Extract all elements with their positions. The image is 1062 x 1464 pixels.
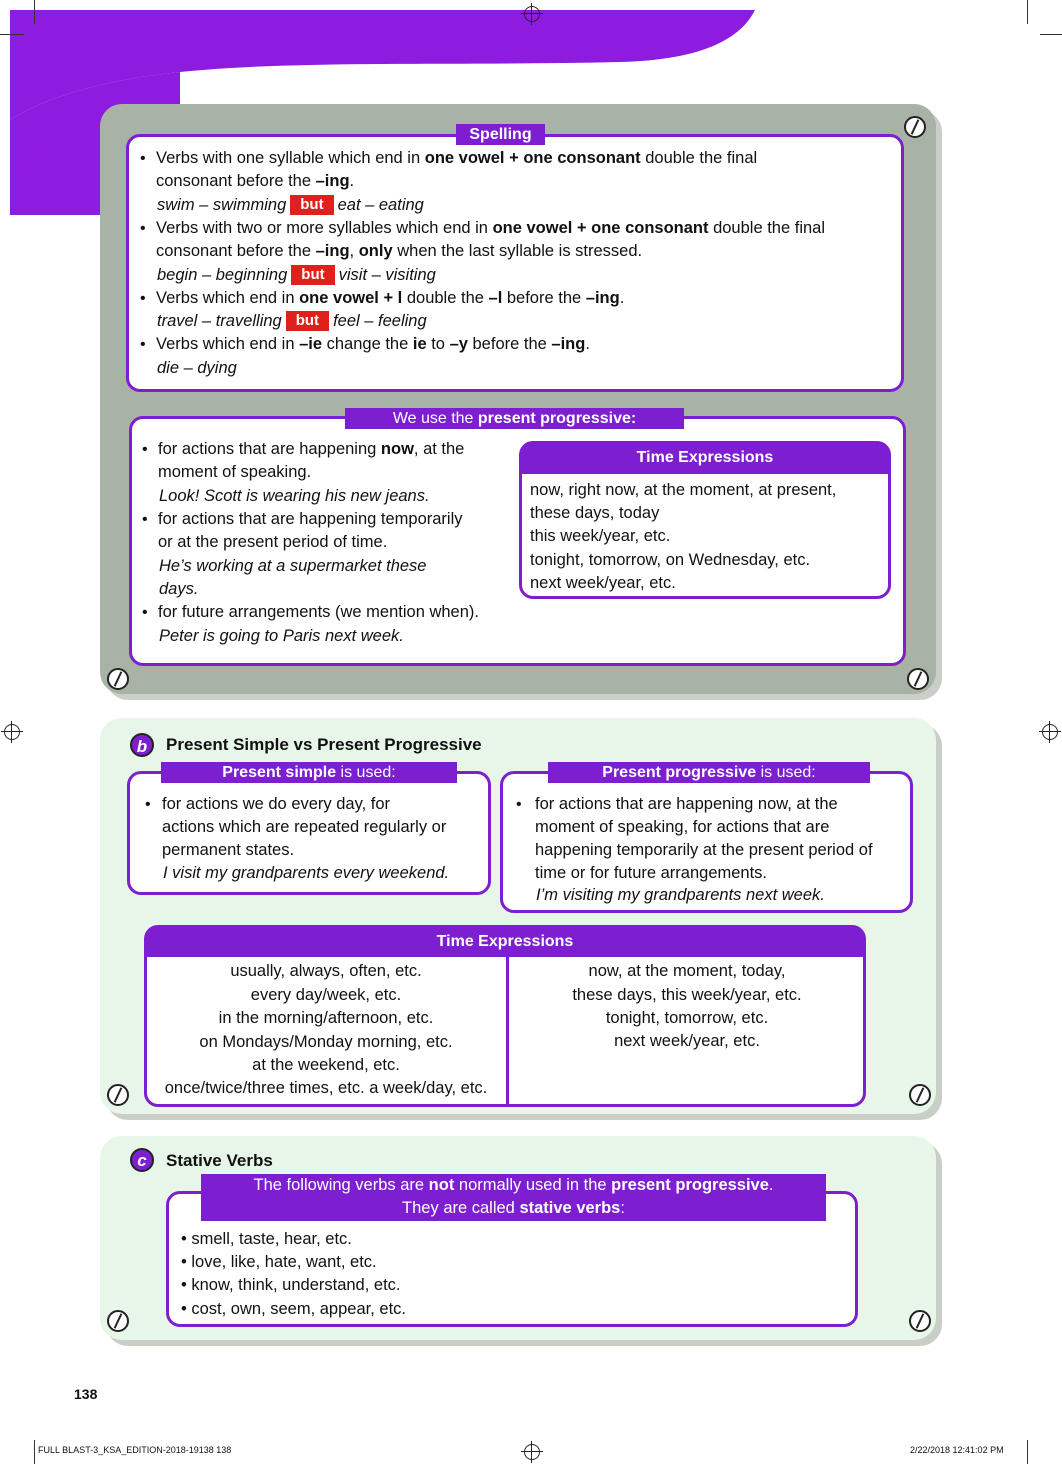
spelling-example-1: swim – swimming but eat – eating <box>157 196 424 214</box>
crop-mark <box>34 0 35 24</box>
crop-mark <box>0 34 24 35</box>
prog-line: time or for future arrangements. <box>535 864 768 882</box>
bullet: • <box>516 796 522 813</box>
pp-use-2-cont: or at the present period of time. <box>158 533 388 551</box>
time-right-line: tonight, tomorrow, etc. <box>605 1009 769 1027</box>
spelling-example-3: travel – travelling but feel – feeling <box>157 312 427 330</box>
registration-mark-icon <box>524 1444 540 1460</box>
b-time-expressions-header: Time Expressions <box>145 926 865 957</box>
screw-icon <box>904 116 926 138</box>
pp-use-3-example: Peter is going to Paris next week. <box>159 627 404 645</box>
time-left-line: usually, always, often, etc. <box>230 962 422 980</box>
simple-line: permanent states. <box>162 841 295 859</box>
pp-time-line: next week/year, etc. <box>530 574 676 592</box>
present-progressive-tag: We use the present progressive: <box>345 408 684 429</box>
pp-use-1: for actions that are happening now, at the <box>158 440 465 458</box>
screw-icon <box>107 1310 129 1332</box>
section-b-title: Present Simple vs Present Progressive <box>166 735 482 754</box>
stative-tag-line-1: The following verbs are not normally used in the present progressive. <box>253 1176 774 1194</box>
bullet: • <box>142 511 148 528</box>
bullet: • <box>140 290 146 307</box>
present-progressive-used-tag: Present progressive is used: <box>548 762 870 783</box>
pp-use-1-example: Look! Scott is wearing his new jeans. <box>159 487 430 505</box>
stative-item: • know, think, understand, etc. <box>181 1276 401 1294</box>
stative-item: • love, like, hate, want, etc. <box>181 1253 377 1271</box>
screw-icon <box>907 668 929 690</box>
time-left-line: on Mondays/Monday morning, etc. <box>199 1033 453 1051</box>
page-number: 138 <box>74 1386 98 1402</box>
screw-icon <box>909 1310 931 1332</box>
pp-use-1-cont: moment of speaking. <box>158 463 312 481</box>
spelling-rule-1-cont: consonant before the –ing. <box>156 172 355 190</box>
but-badge: but <box>286 311 329 331</box>
bullet: • <box>140 220 146 237</box>
registration-mark-icon <box>1042 724 1058 740</box>
crop-mark <box>1027 0 1028 24</box>
simple-example: I visit my grandparents every weekend. <box>163 864 450 882</box>
print-timestamp: 2/22/2018 12:41:02 PM <box>910 1445 1004 1455</box>
pp-time-line: tonight, tomorrow, on Wednesday, etc. <box>530 551 811 569</box>
spelling-rule-2-cont: consonant before the –ing, only when the last syllable is stressed. <box>156 242 643 260</box>
pp-use-2-example-cont: days. <box>159 580 199 598</box>
screw-icon <box>909 1084 931 1106</box>
stative-item: • cost, own, seem, appear, etc. <box>181 1300 406 1318</box>
pp-use-2: for actions that are happening temporarily <box>158 510 463 528</box>
spelling-rule-3: Verbs which end in one vowel + l double the –l before the –ing. <box>156 289 625 307</box>
prog-line: moment of speaking, for actions that are <box>535 818 830 836</box>
spelling-rule-2: Verbs with two or more syllables which end in one vowel + one consonant double the final <box>156 219 826 237</box>
pp-time-line: now, right now, at the moment, at present, <box>530 481 837 499</box>
prog-line: happening temporarily at the present period of <box>535 841 873 859</box>
section-c-title: Stative Verbs <box>166 1151 273 1170</box>
crop-mark <box>1040 34 1062 35</box>
pp-use-2-example: He’s working at a supermarket these <box>159 557 427 575</box>
time-right-line: next week/year, etc. <box>614 1032 760 1050</box>
time-right-line: these days, this week/year, etc. <box>572 986 802 1004</box>
time-left-line: once/twice/three times, etc. a week/day, etc. <box>164 1079 488 1097</box>
spelling-rule-4: Verbs which end in –ie change the ie to –y before the –ing. <box>156 335 590 353</box>
simple-line: actions which are repeated regularly or <box>162 818 447 836</box>
section-b-letter-icon: b <box>130 733 154 757</box>
screw-icon <box>107 668 129 690</box>
but-badge: but <box>290 195 333 215</box>
prog-example: I’m visiting my grandparents next week. <box>536 886 825 904</box>
crop-mark <box>34 1440 35 1464</box>
pp-time-expressions-header: Time Expressions <box>520 442 890 474</box>
bullet: • <box>142 604 148 621</box>
simple-line: for actions we do every day, for <box>162 795 391 813</box>
spelling-example-2: begin – beginning but visit – visiting <box>157 266 436 284</box>
stative-tag-line-2: They are called stative verbs: <box>402 1199 625 1217</box>
time-left-line: at the weekend, etc. <box>252 1056 400 1074</box>
spelling-tag: Spelling <box>456 124 545 145</box>
pp-time-line: this week/year, etc. <box>530 527 671 545</box>
print-slug: FULL BLAST-3_KSA_EDITION-2018-19138 138 <box>38 1445 232 1455</box>
bullet: • <box>145 796 151 813</box>
spelling-rule-1: Verbs with one syllable which end in one vowel + one consonant double the final <box>156 149 758 167</box>
section-c-letter-icon: c <box>130 1148 154 1172</box>
pp-use-3: for future arrangements (we mention when). <box>158 603 479 621</box>
bullet: • <box>140 150 146 167</box>
present-simple-tag: Present simple is used: <box>161 762 457 783</box>
bullet: • <box>142 441 148 458</box>
stative-item: • smell, taste, hear, etc. <box>181 1230 352 1248</box>
spelling-example-4: die – dying <box>157 359 237 377</box>
stative-verbs-tag <box>201 1174 826 1221</box>
crop-mark <box>1027 1440 1028 1464</box>
registration-mark-icon <box>4 724 20 740</box>
screw-icon <box>107 1084 129 1106</box>
table-divider <box>506 957 509 1105</box>
registration-mark-icon <box>524 6 540 22</box>
time-left-line: every day/week, etc. <box>250 986 402 1004</box>
pp-time-line: these days, today <box>530 504 660 522</box>
time-right-line: now, at the moment, today, <box>588 962 786 980</box>
but-badge: but <box>291 265 334 285</box>
bullet: • <box>140 336 146 353</box>
prog-line: for actions that are happening now, at the <box>535 795 838 813</box>
time-left-line: in the morning/afternoon, etc. <box>218 1009 434 1027</box>
